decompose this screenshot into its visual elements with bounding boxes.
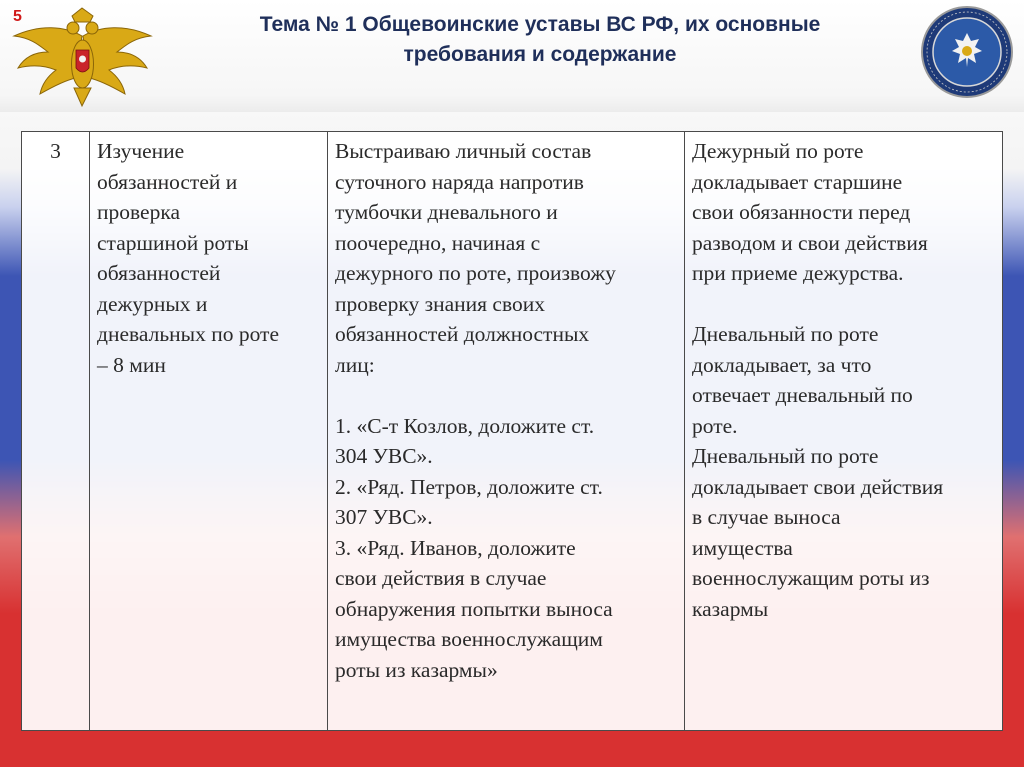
text-line: роты из казармы» <box>335 657 498 682</box>
text-line: дежурных и <box>97 291 208 316</box>
text-line: суточного наряда напротив <box>335 169 584 194</box>
text-line: поочередно, начиная с <box>335 230 541 255</box>
text-line: докладывает свои действия <box>692 474 944 499</box>
text-line: разводом и свои действия <box>692 230 928 255</box>
table-row <box>22 132 1003 731</box>
text-line: тумбочки дневального и <box>335 200 558 224</box>
title-line: требования и содержание <box>403 43 677 66</box>
text-line: отвечает дневальный по <box>692 383 913 407</box>
round-academy-seal-icon <box>920 5 1014 99</box>
text-line: обязанностей и <box>97 169 238 194</box>
text-line: дневальных по роте <box>97 322 279 346</box>
row-number: 3 <box>50 139 61 163</box>
text-line: старшиной роты <box>97 230 249 255</box>
text-line: Изучение <box>97 139 185 163</box>
text-line: Дежурный по роте <box>692 139 864 163</box>
paragraph-gap <box>335 380 678 411</box>
duty-table <box>21 131 1003 731</box>
text-line: имущества <box>692 535 793 560</box>
text-line: казармы <box>692 596 769 621</box>
double-headed-eagle-icon <box>10 6 155 108</box>
title-line: Тема № 1 Общевоинские уставы ВС РФ, их основные <box>259 13 821 36</box>
text-line: свои обязанности перед <box>692 200 911 224</box>
text-line: – 8 мин <box>97 352 166 377</box>
text-line: обнаружения попытки выноса <box>335 596 613 621</box>
text-line: проверку знания своих <box>335 291 545 316</box>
row-number-cell <box>22 132 90 731</box>
paragraph-gap <box>692 289 996 320</box>
instructor-actions-cell <box>328 132 685 731</box>
text-line: свои действия в случае <box>335 566 547 590</box>
page-title <box>165 10 915 70</box>
text-line: при приеме дежурства. <box>692 261 904 285</box>
text-line: проверка <box>97 200 180 224</box>
text-line: 304 УВС». <box>335 444 433 468</box>
text-line: роте. <box>692 413 738 438</box>
text-line: докладывает, за что <box>692 352 872 377</box>
text-line: обязанностей <box>97 261 221 285</box>
trainee-actions-cell <box>685 132 1003 731</box>
text-line: Дневальный по роте <box>692 322 879 346</box>
text-line: 3. «Ряд. Иванов, доложите <box>335 535 576 560</box>
text-line: докладывает старшине <box>692 169 903 194</box>
slide-number: 5 <box>13 8 22 25</box>
text-line: Дневальный по роте <box>692 444 879 468</box>
text-line: обязанностей должностных <box>335 322 590 346</box>
text-line: дежурного по роте, произвожу <box>335 261 616 285</box>
text-line: 1. «С-т Козлов, доложите ст. <box>335 413 595 438</box>
text-line: 2. «Ряд. Петров, доложите ст. <box>335 474 603 499</box>
text-line: имущества военнослужащим <box>335 627 603 651</box>
text-line: в случае выноса <box>692 505 841 529</box>
text-line: Выстраиваю личный состав <box>335 139 592 163</box>
text-line: лиц: <box>335 352 375 377</box>
topic-cell <box>90 132 328 731</box>
text-line: военнослужащим роты из <box>692 566 930 590</box>
text-line: 307 УВС». <box>335 505 433 529</box>
